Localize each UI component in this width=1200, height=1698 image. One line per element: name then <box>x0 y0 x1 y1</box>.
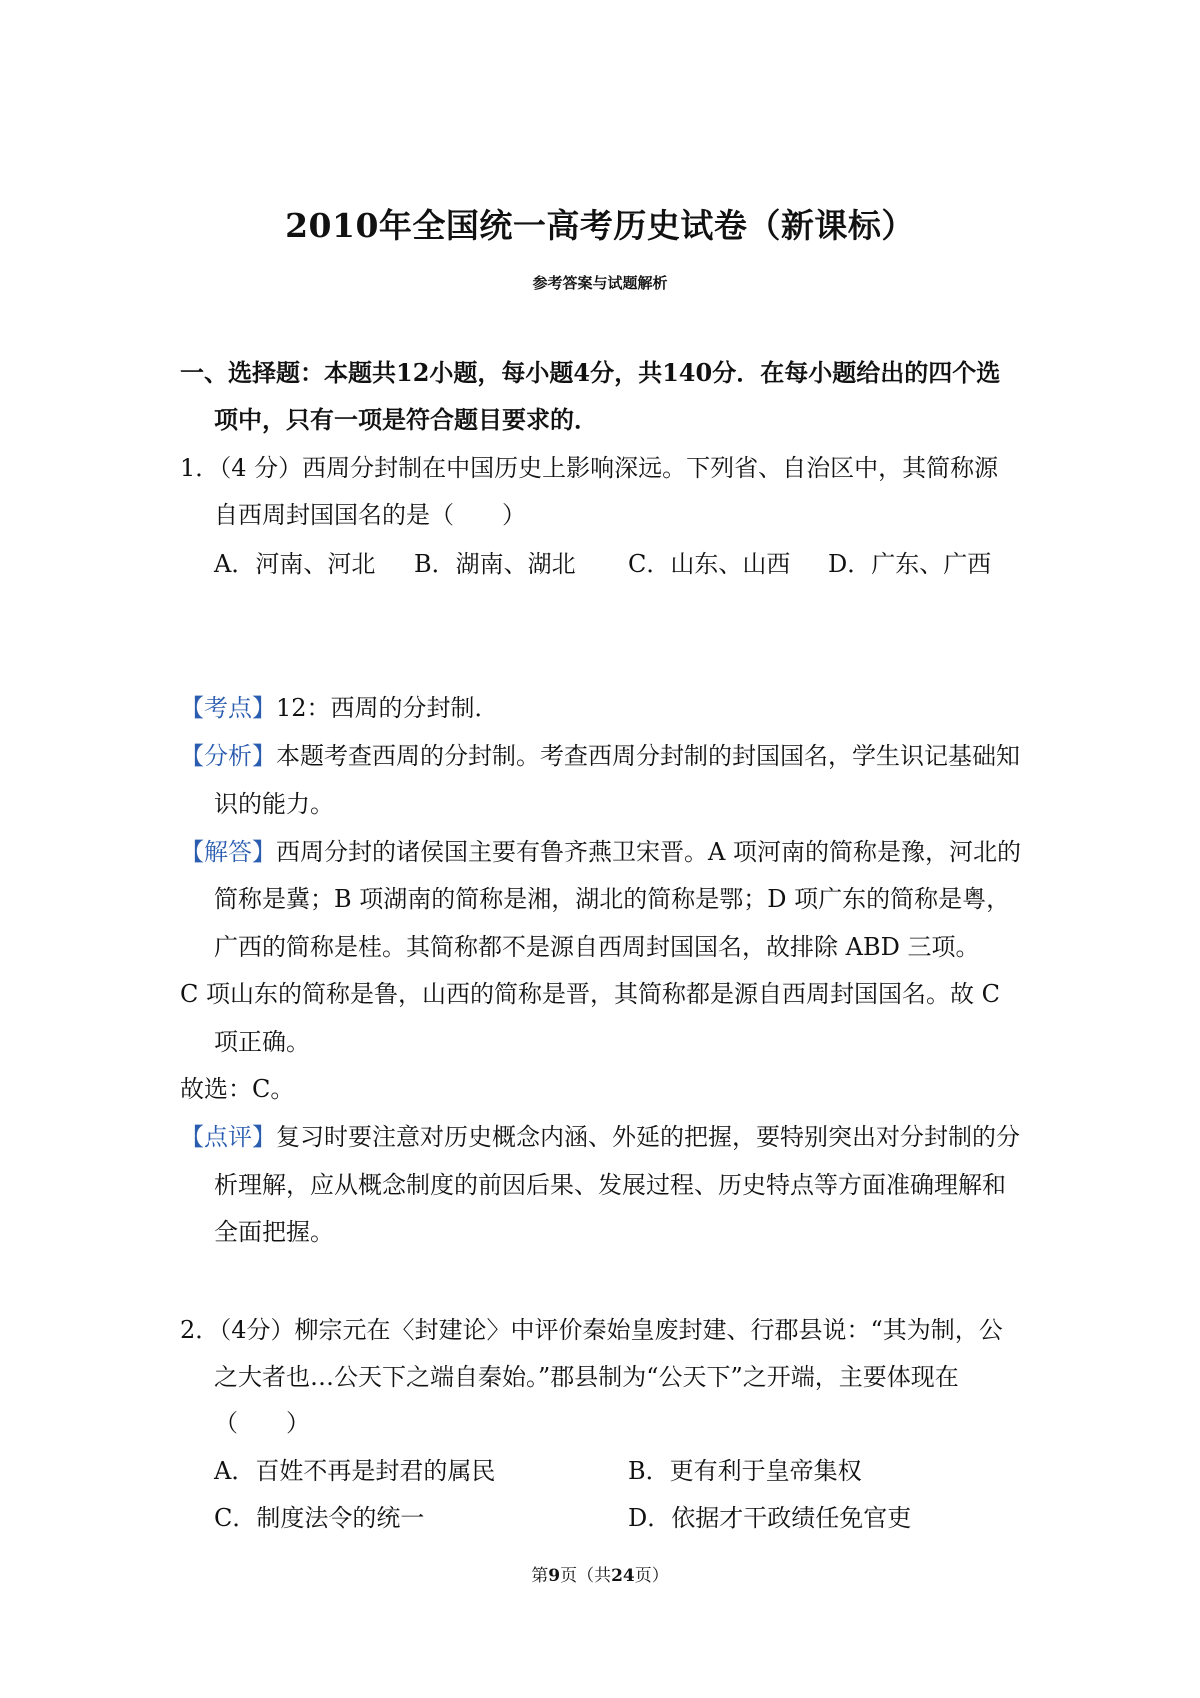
page-title: 2010年全国统一高考历史试卷（新课标） <box>285 206 915 245</box>
q1-option-a: A．河南、河北 <box>214 550 376 578</box>
dianping-tag: 【点评】 <box>180 1123 276 1151</box>
q1-answer: 故选：C。 <box>180 1075 295 1103</box>
q2-stem-line2: 之大者也…公天下之端自秦始。”郡县制为“公天下”之开端，主要体现在 <box>214 1363 959 1391</box>
q1-jieda-line1 <box>180 837 1021 867</box>
fenxi-text: 本题考查西周的分封制。考查西周分封制的封国国名，学生识记基础知 <box>276 742 1020 770</box>
footer-suffix: 页） <box>634 1566 669 1586</box>
q1-jieda-line5: 项正确。 <box>214 1028 310 1056</box>
jieda-text: 西周分封的诸侯国主要有鲁齐燕卫宋晋。A 项河南的简称是豫，河北的 <box>276 838 1021 866</box>
q2-stem-line1: 2．（4分）柳宗元在〈封建论〉中评价秦始皇废封建、行郡县说：“其为制，公 <box>180 1316 1003 1344</box>
q2-stem-line3: （ ） <box>214 1409 310 1437</box>
q1-dianping-line1 <box>180 1122 1020 1152</box>
dianping-text: 复习时要注意对历史概念内涵、外延的把握，要特别突出对分封制的分 <box>276 1123 1020 1151</box>
fenxi-tag: 【分析】 <box>180 742 276 770</box>
q1-stem-line1: 1．（4 分）西周分封制在中国历史上影响深远。下列省、自治区中，其简称源 <box>180 454 999 482</box>
q2-option-d: D．依据才干政绩任免官吏 <box>628 1504 912 1532</box>
jieda-tag: 【解答】 <box>180 838 276 866</box>
q1-dianping-line3: 全面把握。 <box>214 1218 334 1246</box>
footer-page-number: 9 <box>548 1566 561 1586</box>
q2-option-c: C．制度法令的统一 <box>214 1504 425 1532</box>
q1-stem-line2: 自西周封国国名的是（ ） <box>214 501 526 529</box>
footer-middle: 页（共 <box>560 1566 612 1586</box>
q2-option-b: B．更有利于皇帝集权 <box>628 1457 862 1485</box>
page-footer <box>0 1561 1200 1586</box>
q1-kaodian <box>180 693 499 723</box>
footer-total-pages: 24 <box>611 1566 635 1586</box>
q2-option-a: A．百姓不再是封君的属民 <box>214 1457 496 1485</box>
q1-fenxi-line1 <box>180 741 1020 771</box>
kaodian-tag: 【考点】 <box>180 694 276 722</box>
q1-jieda-line2: 简称是冀；B 项湖南的简称是湘，湖北的简称是鄂；D 项广东的简称是粤， <box>214 885 1011 913</box>
q1-options <box>214 549 991 579</box>
page-subtitle: 参考答案与试题解析 <box>532 274 668 292</box>
q1-dianping-line2: 析理解，应从概念制度的前因后果、发展过程、历史特点等方面准确理解和 <box>214 1171 1006 1199</box>
q1-option-b: B．湖南、湖北 <box>414 550 576 578</box>
q1-option-d: D．广东、广西 <box>828 550 992 578</box>
footer-prefix: 第 <box>531 1566 549 1586</box>
q1-jieda-line3: 广西的简称是桂。其简称都不是源自西周封国国名，故排除 ABD 三项。 <box>214 933 980 961</box>
section-heading-line1: 一、选择题：本题共12小题，每小题4分，共140分．在每小题给出的四个选 <box>180 358 1001 387</box>
kaodian-text: 12：西周的分封制． <box>276 694 499 722</box>
q1-fenxi-line2: 识的能力。 <box>214 790 334 818</box>
q1-jieda-line4: C 项山东的简称是鲁，山西的简称是晋，其简称都是源自西周封国国名。故 C <box>180 980 1000 1008</box>
q1-option-c: C．山东、山西 <box>628 550 791 578</box>
section-heading-line2: 项中，只有一项是符合题目要求的． <box>214 405 598 434</box>
